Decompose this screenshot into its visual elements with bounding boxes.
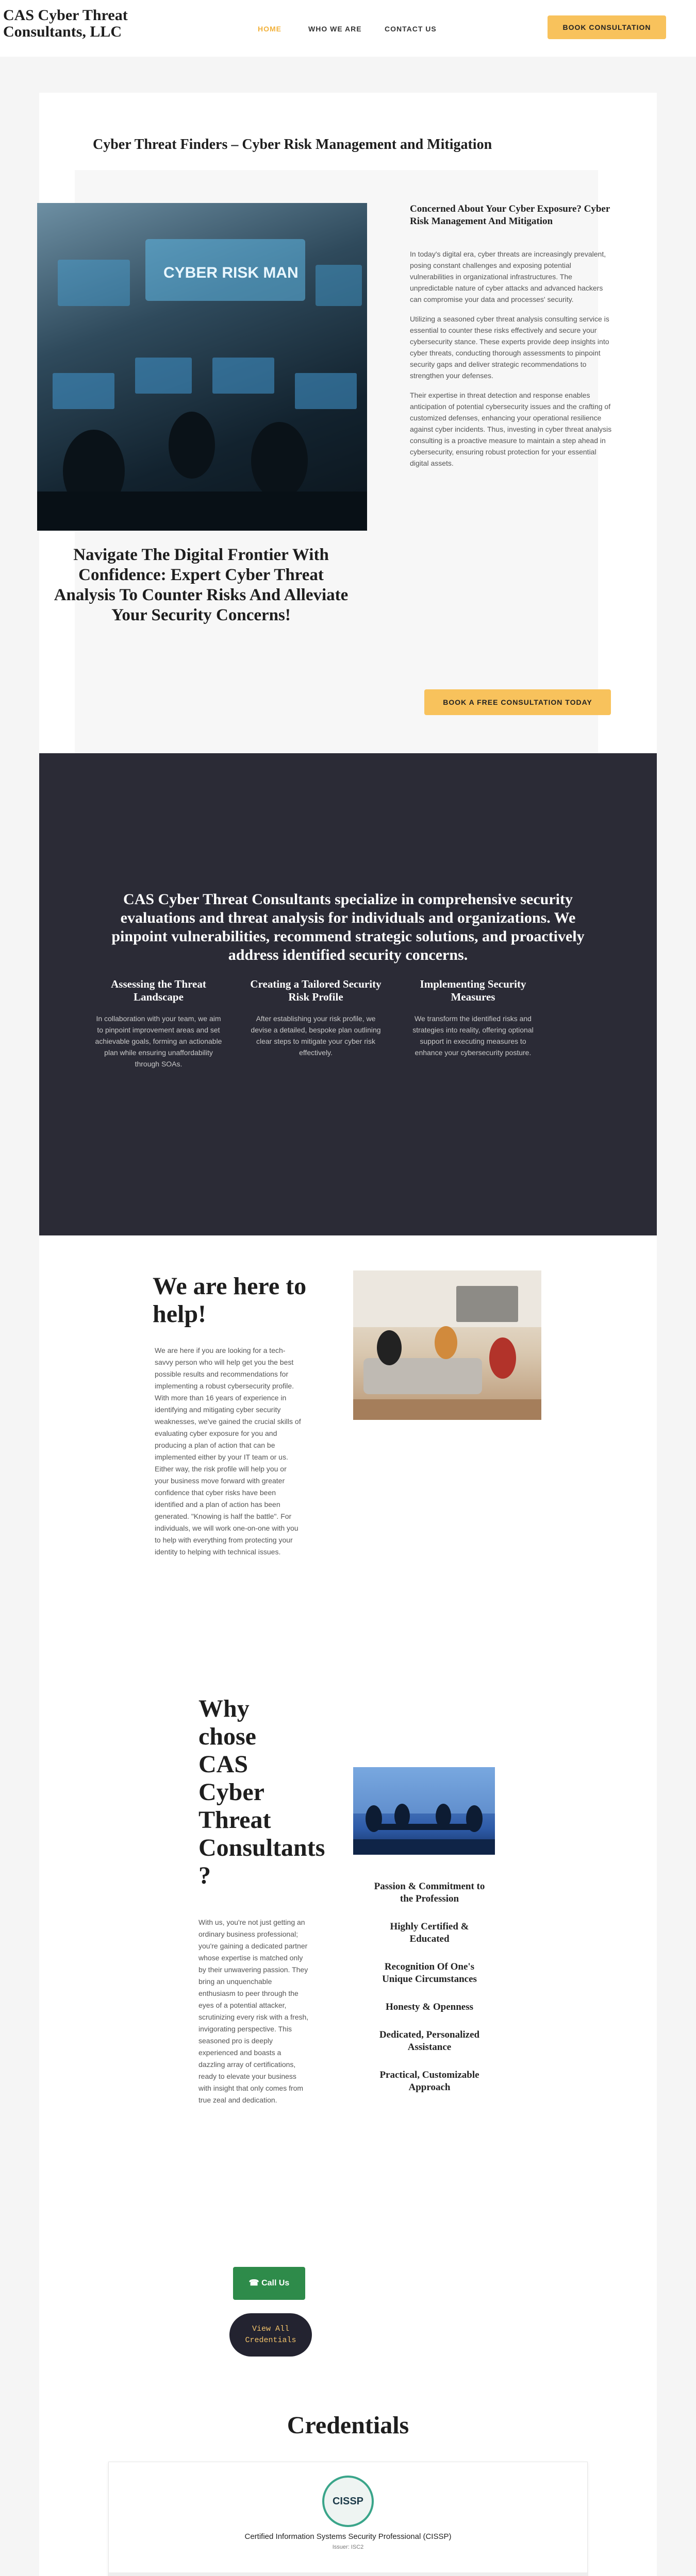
why-features-list — [370, 1880, 489, 2109]
call-us-button[interactable] — [233, 2267, 305, 2300]
free-consultation-button[interactable]: BOOK A FREE CONSULTATION TODAY — [424, 689, 611, 715]
service-text: In collaboration with your team, we aim to pinpoint improvement areas and set achievable goals, forming an actionable plan while ensuring unaffordability through SOAs. — [95, 1014, 222, 1068]
hero-headline: Navigate The Digital Frontier With Confidence: Expert Cyber Threat Analysis To Counter Risks And Alleviate Your Security Concerns! — [54, 546, 349, 624]
team-photo — [353, 1767, 495, 1855]
hero-image — [37, 203, 367, 531]
intro-paragraph: In today's digital era, cyber threats are increasingly prevalent, posing constant challenges and exposing potential vulnerabilities in organizational infrastructures. The unpredictable nature of cyber attacks and advanced hackers can compromise your data and processes' security. — [410, 250, 606, 303]
feature-item: Dedicated, Personalized Assistance — [379, 2029, 480, 2053]
why-title: Why chose CAS Cyber Threat Consultants ? — [198, 1695, 325, 1889]
credential-name: Certified Information Systems Security Professional (CISSP) — [244, 2532, 452, 2541]
service-title: Implementing Security Measures — [420, 978, 526, 1003]
service-text: We transform the identified risks and strategies into reality, offering optional support in executing measures to enhance your cybersecurity posture. — [412, 1014, 534, 1057]
nav-who-we-are[interactable]: WHO WE ARE — [308, 25, 362, 33]
credential-issuer: Issuer: ISC2 — [332, 2544, 364, 2550]
service-column — [93, 978, 224, 1070]
intro-paragraph: Utilizing a seasoned cyber threat analysis consulting service is essential to counter these risks effectively and secure your cybersecurity stance. These experts provide deep insights into cyber threats, conducting thorough assessments to pinpoint security gaps and deliver strategic recommendations to strengthen your defenses. — [410, 315, 609, 380]
credential-card[interactable] — [108, 2462, 588, 2576]
feature-item: Honesty & Openness — [386, 2002, 473, 2012]
help-title: We are here to help! — [153, 1273, 307, 1328]
services-headline: CAS Cyber Threat Consultants specialize in comprehensive security evaluations and threat analysis for individuals and organizations. We pinpoint vulnerabilities, recommend strategic solutions, and proactively address identified security concerns. — [111, 891, 585, 963]
nav-home[interactable]: HOME — [258, 25, 281, 33]
view-all-credentials-button[interactable]: View All Credentials — [229, 2313, 312, 2357]
service-title: Assessing the Threat Landscape — [111, 978, 206, 1003]
team-silhouette-illustration — [353, 1767, 495, 1855]
cissp-badge-icon: CISSP — [322, 2476, 374, 2527]
side-title: Concerned About Your Cyber Exposure? Cyber Risk Management And Mitigation — [410, 204, 610, 227]
feature-item: Practical, Customizable Approach — [379, 2070, 479, 2093]
intro-paragraph: Their expertise in threat detection and response enables anticipation of potential cybersecurity issues and the crafting of customized defenses, enhancing your operational resilience against cyber incidents. Thus, investing in cyber threat analysis consulting is a proactive measure to maintain a step ahead in cybersecurity, ensuring robust protection for your essential digital assets. — [410, 391, 612, 467]
credential-card-footer — [109, 2572, 587, 2576]
feature-item: Highly Certified & Educated — [390, 1921, 469, 1944]
credentials-title: Credentials — [287, 2412, 409, 2439]
service-column — [407, 978, 539, 1058]
site-logo[interactable]: CAS Cyber Threat Consultants, LLC — [3, 7, 128, 40]
hero-screen-text: CYBER RISK MAN — [163, 264, 299, 281]
site-header — [0, 0, 696, 57]
intro-side-text — [410, 203, 616, 477]
nav-contact-us[interactable]: CONTACT US — [385, 25, 437, 33]
call-us-label: Call Us — [261, 2279, 290, 2287]
book-consultation-button[interactable]: BOOK CONSULTATION — [548, 15, 666, 39]
why-text: With us, you're not just getting an ordinary business professional; you're gaining a dedicated partner whose expertise is matched only by their unwavering passion. They bring an unquenchable enthusiasm to peer through the eyes of a potential attacker, scrutinizing every risk with a fresh, invigorating perspective. This seasoned pro is deeply experienced and boasts a dazzling array of certifications, ready to elevate your business with insight that only comes from true zeal and dedication. — [198, 1918, 309, 2104]
phone-icon: ☎ — [248, 2279, 259, 2287]
office-meeting-illustration — [353, 1270, 541, 1420]
cyber-operations-room-illustration — [37, 203, 367, 531]
section-title: Cyber Threat Finders – Cyber Risk Management and Mitigation — [93, 137, 492, 152]
service-title: Creating a Tailored Security Risk Profile — [250, 978, 382, 1003]
feature-item: Recognition Of One's Unique Circumstances — [382, 1961, 477, 1985]
service-column — [250, 978, 382, 1058]
help-text: We are here if you are looking for a tech-savvy person who will help get you the best possible results and recommendations for implementing a robust cybersecurity profile. With more than 16 years of experience in identifying and mitigating cyber security weaknesses, we've gained the crucial skills of evaluating cyber exposure for you and producing a plan of action that can be implemented either by your IT team or us. Either way, the risk profile will help you or your business move forward with greater confidence that cyber risks have been identified and a plan of action has been generated. "Knowing is half the battle". For individuals, we will work one-on-one with you to help with everything from protecting your identity to helping with technical issues. — [155, 1346, 301, 1556]
service-text: After establishing your risk profile, we devise a detailed, bespoke plan outlining clear steps to mitigate your cyber risk effectively. — [251, 1014, 381, 1057]
meeting-photo — [353, 1270, 541, 1420]
feature-item: Passion & Commitment to the Profession — [374, 1881, 485, 1904]
